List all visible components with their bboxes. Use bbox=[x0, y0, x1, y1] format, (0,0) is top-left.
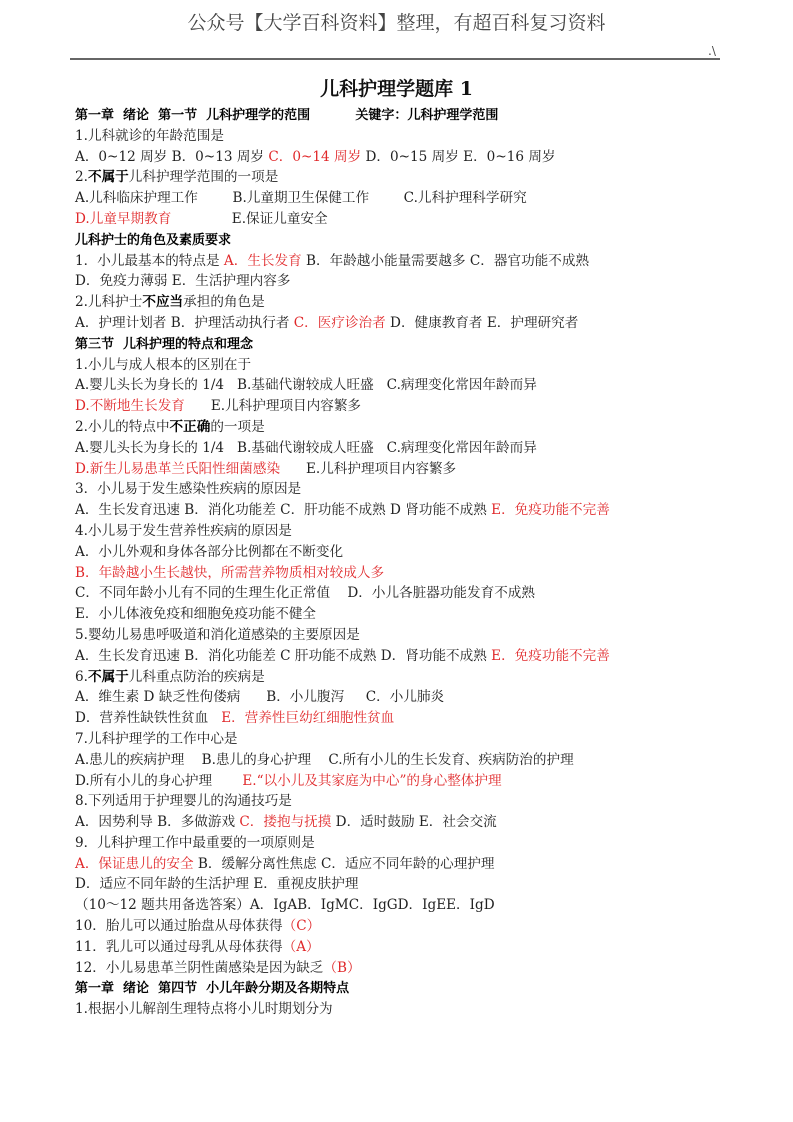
line-text: 9．儿科护理工作中最重要的一项原则是 bbox=[75, 834, 315, 851]
heading-text: 第三节 儿科护理的特点和理念 bbox=[75, 336, 254, 352]
section-heading bbox=[75, 334, 735, 355]
text-line bbox=[75, 729, 735, 750]
answer-text: A．保证患儿的安全 bbox=[75, 855, 194, 872]
text-line bbox=[75, 313, 735, 334]
line-text: 1.根据小儿解剖生理特点将小儿时期划分为 bbox=[75, 1001, 333, 1018]
line-text: E.儿科护理项目内容繁多 bbox=[280, 460, 457, 477]
text-line bbox=[75, 167, 735, 188]
line-text: 3．小儿易于发生感染性疾病的原因是 bbox=[75, 481, 302, 498]
text-line bbox=[75, 355, 735, 376]
text-line bbox=[75, 687, 735, 708]
text-line bbox=[75, 147, 735, 168]
text-line bbox=[75, 999, 735, 1020]
line-text: E.儿科护理项目内容繁多 bbox=[184, 398, 362, 415]
text-line bbox=[75, 874, 735, 895]
text-line bbox=[75, 375, 735, 396]
line-text: 11．乳儿可以通过母乳从母体获得 bbox=[75, 938, 283, 955]
section-heading bbox=[75, 105, 735, 126]
text-line bbox=[75, 833, 735, 854]
text-line bbox=[75, 916, 735, 937]
line-text: A.患儿的疾病护理 B.患儿的身心护理 C.所有小儿的生长发育、疾病防治的护理 bbox=[75, 751, 574, 768]
line-text: 7.儿科护理学的工作中心是 bbox=[75, 730, 238, 747]
answer-text: E．免疫功能不完善 bbox=[491, 502, 610, 519]
line-text: A．生长发育迅速 B．消化功能差 C 肝功能不成熟 D．肾功能不成熟 bbox=[75, 647, 492, 664]
answer-text: （C） bbox=[282, 918, 321, 935]
line-text: A．生长发育迅速 B．消化功能差 C．肝功能不成熟 D 肾功能不成熟 bbox=[75, 502, 492, 519]
line-text: E.保证儿童安全 bbox=[171, 210, 328, 227]
line-text: A．维生素 D 缺乏性佝偻病 B．小儿腹泻 C．小儿肺炎 bbox=[75, 689, 445, 706]
page-header-text: 公众号【大学百科资料】整理，有超百科复习资料 bbox=[187, 12, 606, 34]
line-text: E．小儿体液免疫和细胞免疫功能不健全 bbox=[75, 606, 317, 623]
text-line bbox=[75, 521, 735, 542]
heading-text: 儿科护士的角色及素质要求 bbox=[75, 232, 232, 248]
line-text: 2. bbox=[75, 169, 88, 186]
line-text: 8.下列适用于护理婴儿的沟通技巧是 bbox=[75, 793, 292, 810]
text-line bbox=[75, 937, 735, 958]
line-text: 2.小儿的特点中 bbox=[75, 418, 170, 435]
line-text: C．不同年龄小儿有不同的生理生化正常值 D．小儿各脏器功能发育不成熟 bbox=[75, 585, 535, 602]
line-text: D．营养性缺铁性贫血 bbox=[75, 710, 222, 727]
line-text: 2.儿科护士 bbox=[75, 294, 143, 311]
line-text: D．健康教育者 E．护理研究者 bbox=[385, 314, 579, 331]
line-text: 4.小儿易于发生营养性疾病的原因是 bbox=[75, 522, 292, 539]
line-text: A.婴儿头长为身长的 1/4 B.基础代谢较成人旺盛 C.病理变化常因年龄而异 bbox=[75, 377, 537, 394]
line-text: B．缓解分离性焦虑 C．适应不同年龄的心理护理 bbox=[193, 855, 495, 872]
text-line bbox=[75, 188, 735, 209]
text-line bbox=[75, 895, 735, 916]
answer-text: C．0~14 周岁 bbox=[268, 148, 362, 165]
line-text: B．年龄越小能量需要越多 C．器官功能不成熟 bbox=[301, 252, 590, 269]
answer-text: （B） bbox=[323, 959, 361, 976]
line-text: 1．小儿最基本的特点是 bbox=[75, 252, 224, 269]
line-text: A．0~12 周岁 B．0~13 周岁 bbox=[75, 148, 269, 165]
line-text: （10～12 题共用备选答案）A．IgAB．IgMC．IgGD．IgEE．IgD bbox=[75, 897, 495, 914]
text-line bbox=[75, 438, 735, 459]
line-text: 儿科护理学范围的一项是 bbox=[128, 169, 279, 186]
text-line bbox=[75, 209, 735, 230]
text-line bbox=[75, 854, 735, 875]
line-text: D．免疫力薄弱 E．生活护理内容多 bbox=[75, 273, 291, 290]
section-heading bbox=[75, 230, 735, 251]
text-line bbox=[75, 417, 735, 438]
text-line bbox=[75, 771, 735, 792]
line-text: A.儿科临床护理工作 B.儿童期卫生保健工作 C.儿科护理科学研究 bbox=[75, 190, 527, 207]
answer-text: D.新生儿易患革兰氏阳性细菌感染 bbox=[75, 460, 281, 477]
line-text: A．护理计划者 B．护理活动执行者 bbox=[75, 314, 294, 331]
line-text: A.婴儿头长为身长的 1/4 B.基础代谢较成人旺盛 C.病理变化常因年龄而异 bbox=[75, 439, 537, 456]
text-line bbox=[75, 625, 735, 646]
text-line bbox=[75, 542, 735, 563]
text-line bbox=[75, 396, 735, 417]
text-line bbox=[75, 479, 735, 500]
text-line bbox=[75, 500, 735, 521]
line-text: 承担的角色是 bbox=[183, 294, 265, 311]
line-text: 1.儿科就诊的年龄范围是 bbox=[75, 127, 224, 144]
answer-text: E.“以小儿及其家庭为中心”的身心整体护理 bbox=[242, 772, 502, 789]
answer-text: D.不断地生长发育 bbox=[75, 398, 185, 415]
document-title: 儿科护理学题库 1 bbox=[320, 78, 473, 100]
text-line bbox=[75, 126, 735, 147]
heading-text: 第一章 绪论 第四节 小儿年龄分期及各期特点 bbox=[75, 981, 350, 997]
text-line bbox=[75, 604, 735, 625]
line-text: 5.婴幼儿易患呼吸道和消化道感染的主要原因是 bbox=[75, 626, 360, 643]
emphasis-text: 不属于 bbox=[87, 169, 129, 186]
answer-text: E．免疫功能不完善 bbox=[491, 647, 610, 664]
text-line bbox=[75, 292, 735, 313]
line-text: 儿科重点防治的疾病是 bbox=[128, 668, 265, 685]
emphasis-text: 不属于 bbox=[87, 668, 129, 685]
line-text: 12．小儿易患革兰阴性菌感染是因为缺乏 bbox=[75, 959, 324, 976]
text-line bbox=[75, 251, 735, 272]
emphasis-text: 不应当 bbox=[142, 294, 184, 311]
text-line bbox=[75, 791, 735, 812]
answer-text: D.儿童早期教育 bbox=[75, 210, 172, 227]
answer-text: C．医疗诊治者 bbox=[293, 314, 386, 331]
text-line bbox=[75, 646, 735, 667]
line-text: D.所有小儿的身心护理 bbox=[75, 772, 243, 789]
line-text: 10．胎儿可以通过胎盘从母体获得 bbox=[75, 918, 283, 935]
line-text: 1.小儿与成人根本的区别在于 bbox=[75, 356, 252, 373]
header-mark: .\ bbox=[708, 44, 716, 58]
answer-text: B．年龄越小生长越快，所需营养物质相对较成人多 bbox=[75, 564, 385, 581]
answer-text: E．营养性巨幼红细胞性贫血 bbox=[221, 710, 395, 727]
text-line bbox=[75, 563, 735, 584]
text-line bbox=[75, 583, 735, 604]
answer-text: C．搂抱与抚摸 bbox=[239, 814, 332, 831]
emphasis-text: 不正确 bbox=[169, 418, 211, 435]
header-divider bbox=[70, 58, 720, 60]
answer-text: A．生长发育 bbox=[223, 252, 302, 269]
line-text: D．适应不同年龄的生活护理 E．重视皮肤护理 bbox=[75, 876, 359, 893]
text-line bbox=[75, 812, 735, 833]
line-text: A．因势利导 B．多做游戏 bbox=[75, 814, 240, 831]
heading-text: 第一章 绪论 第一节 儿科护理学的范围 关键字：儿科护理学范围 bbox=[75, 108, 499, 123]
line-text: A．小儿外观和身体各部分比例都在不断变化 bbox=[75, 543, 344, 560]
text-line bbox=[75, 750, 735, 771]
text-line bbox=[75, 271, 735, 292]
document-body bbox=[75, 105, 735, 1020]
line-text: D．适时鼓励 E．社会交流 bbox=[331, 814, 497, 831]
text-line bbox=[75, 459, 735, 480]
line-text: D．0~15 周岁 E．0~16 周岁 bbox=[361, 148, 556, 165]
text-line bbox=[75, 667, 735, 688]
text-line bbox=[75, 958, 735, 979]
section-heading bbox=[75, 978, 735, 999]
line-text: 6. bbox=[75, 668, 88, 685]
answer-text: （A） bbox=[282, 938, 320, 955]
line-text: 的一项是 bbox=[210, 418, 265, 435]
text-line bbox=[75, 708, 735, 729]
